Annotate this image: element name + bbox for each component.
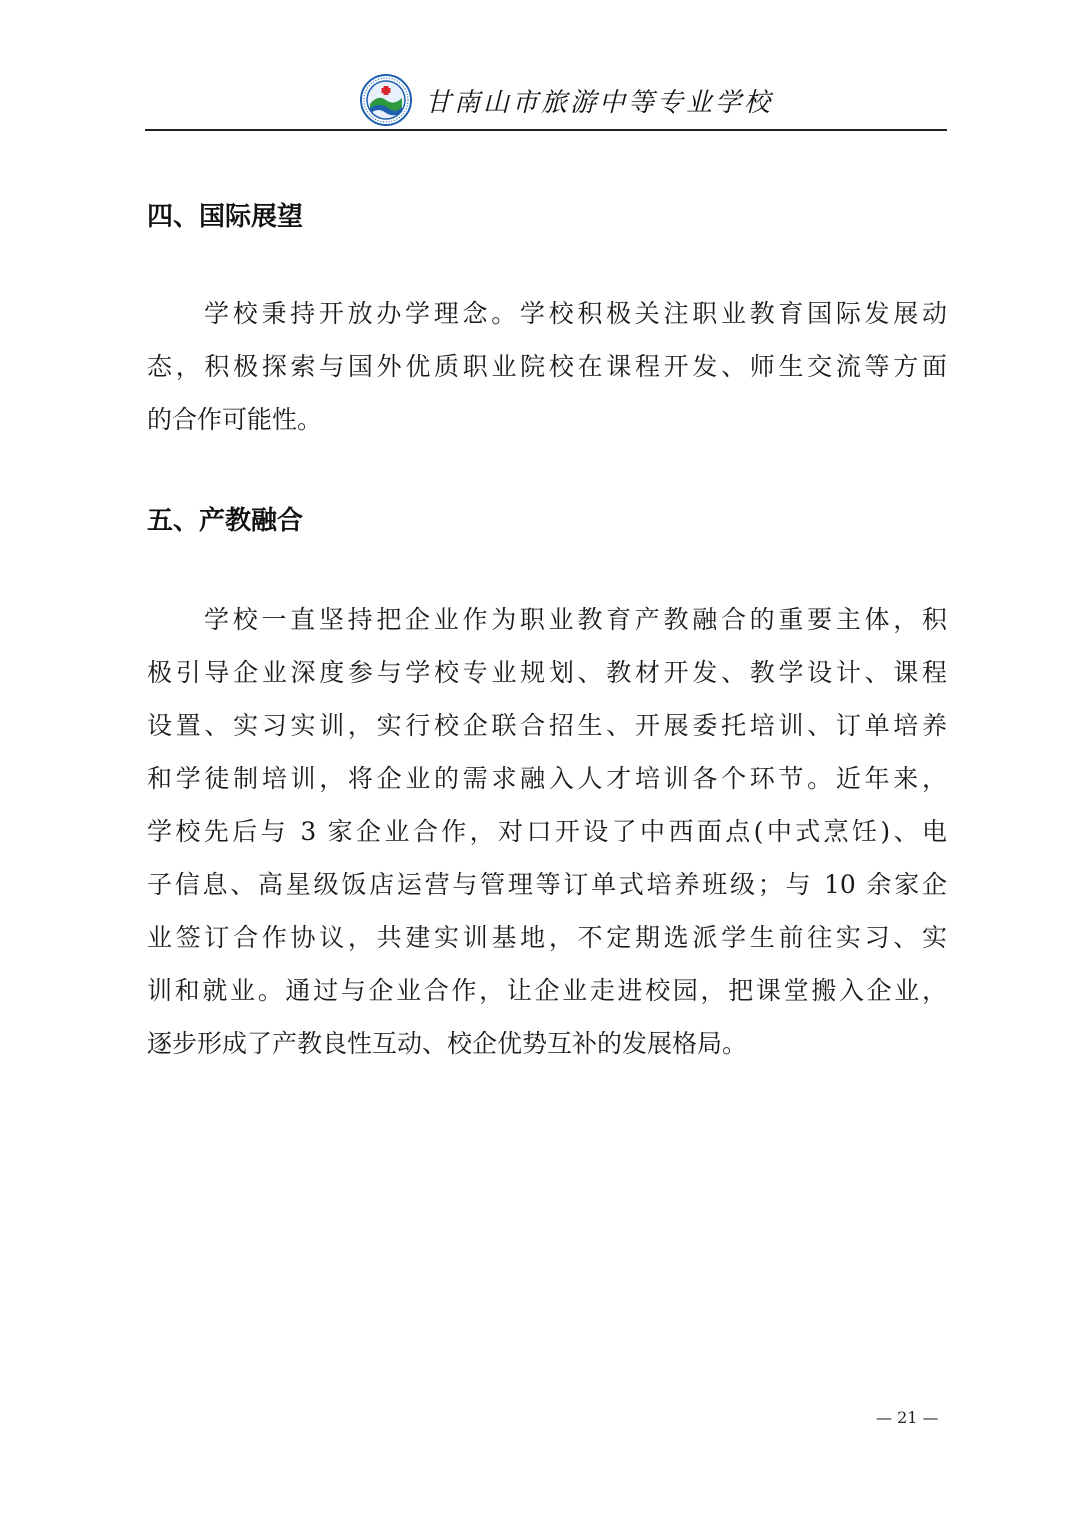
paragraph-line: 学校秉持开放办学理念。学校积极关注职业教育国际发展动: [204, 299, 947, 328]
paragraph-line: 训和就业。通过与企业合作，让企业走进校园，把课堂搬入企业，: [147, 976, 947, 1005]
paragraph-line: 学校先后与 3 家企业合作，对口开设了中西面点(中式烹饪)、电: [147, 817, 947, 846]
school-name: 甘南山市旅游中等专业学校: [425, 88, 774, 118]
paragraph-line: 的合作可能性。: [147, 405, 323, 434]
header-divider: [145, 129, 947, 131]
page-header: [145, 70, 947, 132]
paragraph-line: 设置、实习实训，实行校企联合招生、开展委托培训、订单培养: [147, 711, 947, 740]
paragraph-line: 态，积极探索与国外优质职业院校在课程开发、师生交流等方面: [147, 352, 947, 381]
page-number: — 21 —: [876, 1408, 939, 1427]
paragraph-industry-education-integration: [147, 593, 947, 1070]
paragraph-line: 子信息、高星级饭店运营与管理等订单式培养班级；与 10 余家企: [147, 870, 947, 899]
paragraph-international-outlook: [147, 287, 947, 446]
paragraph-line: 逐步形成了产教良性互动、校企优势互补的发展格局。: [147, 1029, 748, 1058]
paragraph-line: 学校一直坚持把企业作为职业教育产教融合的重要主体，积: [204, 605, 947, 634]
paragraph-line: 极引导企业深度参与学校专业规划、教材开发、教学设计、课程: [147, 658, 947, 687]
school-logo: [360, 74, 412, 126]
section-title-industry-education-integration: 五、产教融合: [147, 506, 304, 536]
paragraph-line: 业签订合作协议，共建实训基地，不定期选派学生前往实习、实: [147, 923, 947, 952]
paragraph-line: 和学徒制培训，将企业的需求融入人才培训各个环节。近年来，: [147, 764, 947, 793]
section-title-international-outlook: 四、国际展望: [147, 202, 304, 232]
